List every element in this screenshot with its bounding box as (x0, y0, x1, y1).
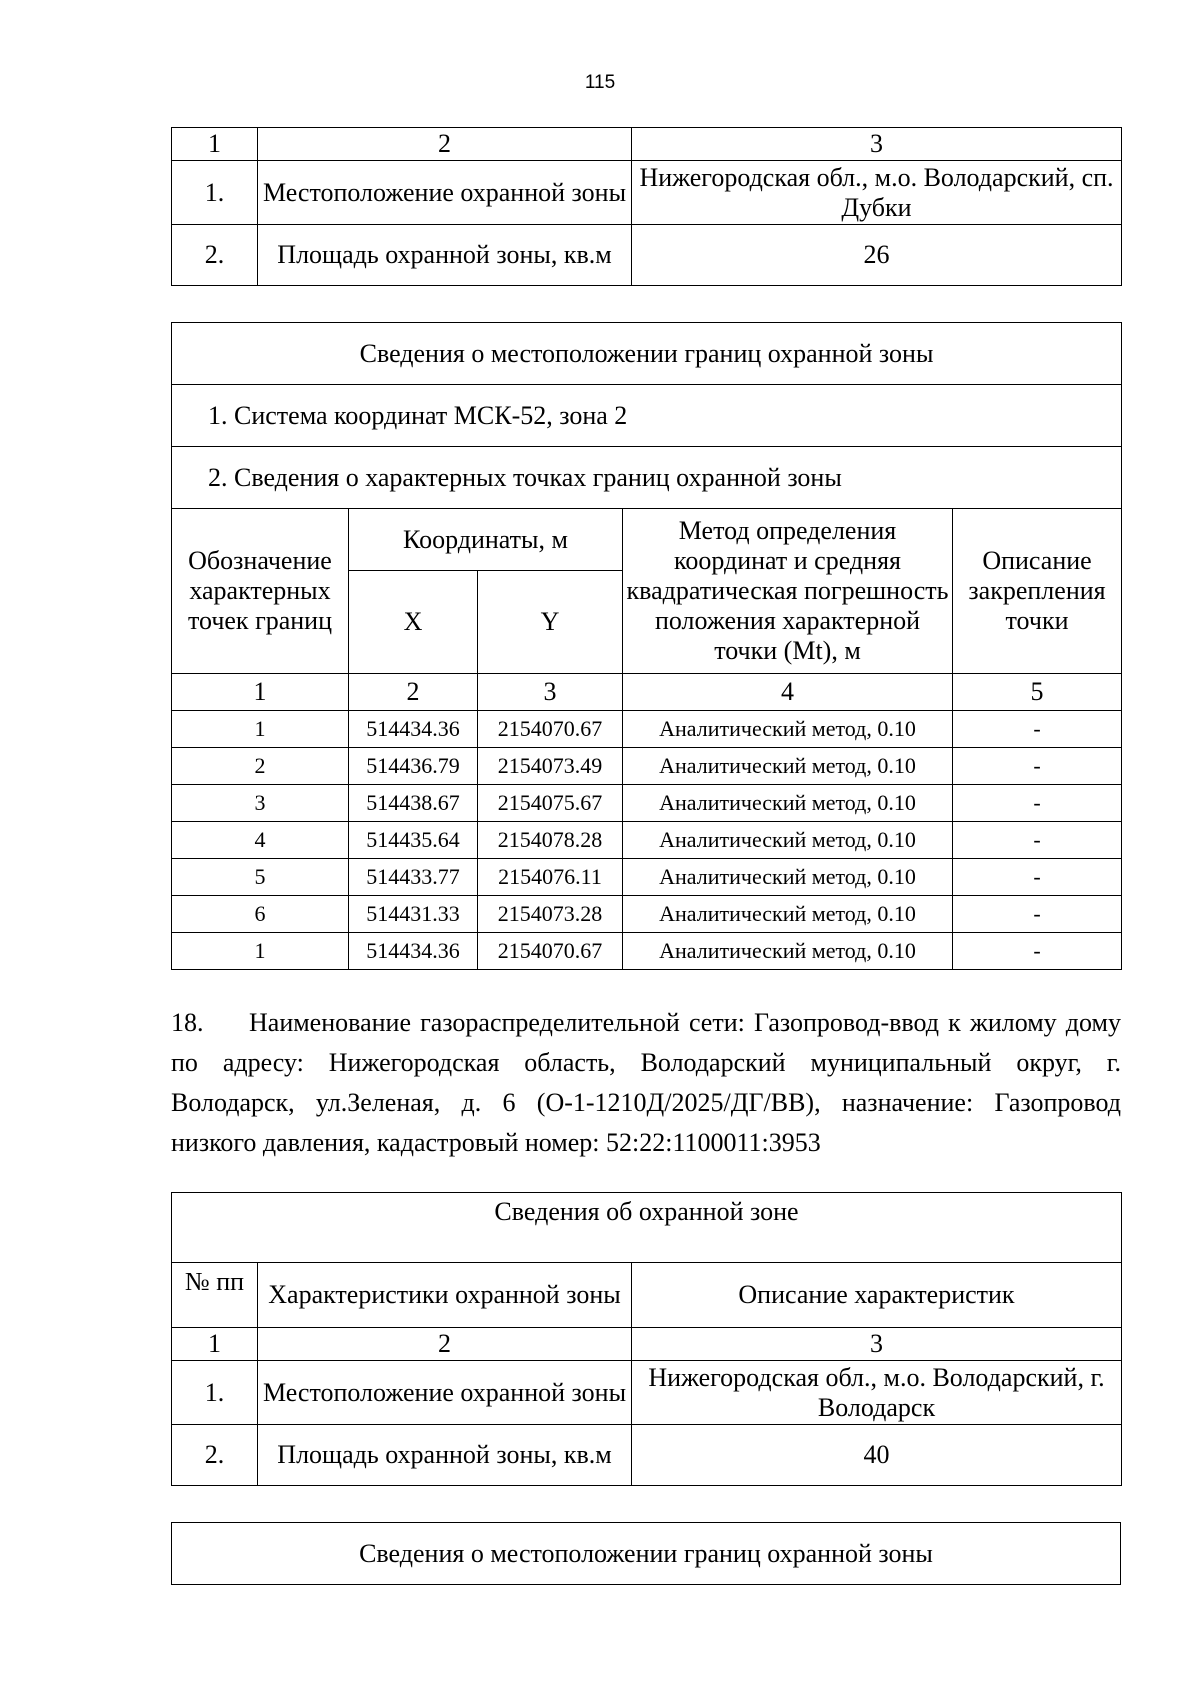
point-id: 4 (172, 822, 349, 859)
characteristic-value: Нижегородская обл., м.о. Володарский, сп. Дубки (632, 161, 1122, 225)
point-description: - (953, 748, 1122, 785)
point-method: Аналитический метод, 0.10 (623, 822, 953, 859)
characteristic-value: 26 (632, 225, 1122, 286)
table-row (172, 748, 1122, 785)
point-y: 2154070.67 (478, 711, 623, 748)
table-row (172, 1425, 1122, 1486)
characteristic-name: Местоположение охранной зоны (258, 161, 632, 225)
column-number: 3 (632, 1328, 1122, 1361)
point-method: Аналитический метод, 0.10 (623, 711, 953, 748)
table-row (172, 711, 1122, 748)
point-id: 1 (172, 933, 349, 970)
paragraph-text: Наименование газораспределительной сети: Газопровод-ввод к жилому дому по адресу: Нижегородская область, Володарский муниципальный округ, г. Володарск, ул.Зеленая, д. 6 (О-1-1210Д/2025/ДГ/ВВ), назначение: Газопровод низкого давления, кадастровый номер: 52:22:1100011:3953 (171, 1008, 1121, 1157)
point-description: - (953, 896, 1122, 933)
column-number: 3 (632, 128, 1122, 161)
point-method: Аналитический метод, 0.10 (623, 748, 953, 785)
point-x: 514431.33 (349, 896, 478, 933)
point-x: 514434.36 (349, 711, 478, 748)
point-method: Аналитический метод, 0.10 (623, 785, 953, 822)
column-number: 5 (953, 674, 1122, 711)
characteristic-name: Площадь охранной зоны, кв.м (258, 225, 632, 286)
row-number: 1. (172, 1361, 258, 1425)
column-number: 2 (258, 1328, 632, 1361)
y-header: Y (478, 571, 623, 674)
boundary-table-title: Сведения о местоположении границ охранной зоны (172, 1523, 1121, 1585)
zone-info-title: Сведения об охранной зоне (172, 1193, 1122, 1263)
x-header: X (349, 571, 478, 674)
column-number-row (172, 1328, 1122, 1361)
coordinates-header: Координаты, м (349, 509, 623, 571)
point-description: - (953, 822, 1122, 859)
table-row (172, 859, 1122, 896)
column-number: 2 (258, 128, 632, 161)
table-row (172, 785, 1122, 822)
point-y: 2154075.67 (478, 785, 623, 822)
boundary-points-table (171, 322, 1122, 970)
point-y: 2154073.49 (478, 748, 623, 785)
point-method: Аналитический метод, 0.10 (623, 859, 953, 896)
column-number: 4 (623, 674, 953, 711)
point-description: - (953, 859, 1122, 896)
table-row (172, 161, 1122, 225)
table-row (172, 1361, 1122, 1425)
column-number: 1 (172, 674, 349, 711)
paragraph-number: 18. (171, 1008, 204, 1037)
table-row (172, 933, 1122, 970)
fixing-description-header: Описание закрепления точки (953, 509, 1122, 674)
point-x: 514436.79 (349, 748, 478, 785)
point-method: Аналитический метод, 0.10 (623, 933, 953, 970)
point-id: 2 (172, 748, 349, 785)
point-x: 514435.64 (349, 822, 478, 859)
point-id: 1 (172, 711, 349, 748)
column-number: 2 (349, 674, 478, 711)
point-method: Аналитический метод, 0.10 (623, 896, 953, 933)
column-number-row (172, 674, 1122, 711)
zone-characteristics-table-1 (171, 127, 1122, 286)
row-number: 2. (172, 1425, 258, 1486)
column-number-row (172, 128, 1122, 161)
column-number: 3 (478, 674, 623, 711)
network-description-paragraph (171, 1003, 1121, 1163)
characteristic-name: Площадь охранной зоны, кв.м (258, 1425, 632, 1486)
point-description: - (953, 711, 1122, 748)
characteristic-value: 40 (632, 1425, 1122, 1486)
points-section-title: 2. Сведения о характерных точках границ охранной зоны (172, 447, 1122, 509)
point-y: 2154078.28 (478, 822, 623, 859)
table-row (172, 225, 1122, 286)
point-y: 2154076.11 (478, 859, 623, 896)
point-y: 2154070.67 (478, 933, 623, 970)
description-header: Описание характеристик (632, 1263, 1122, 1328)
row-number: 1. (172, 161, 258, 225)
table-row (172, 896, 1122, 933)
column-number: 1 (172, 128, 258, 161)
point-x: 514433.77 (349, 859, 478, 896)
column-number: 1 (172, 1328, 258, 1361)
zone-characteristics-table-2 (171, 1192, 1122, 1486)
boundary-table-2 (171, 1522, 1121, 1585)
point-description: - (953, 933, 1122, 970)
point-y: 2154073.28 (478, 896, 623, 933)
table-row (172, 822, 1122, 859)
characteristic-name: Местоположение охранной зоны (258, 1361, 632, 1425)
point-id: 5 (172, 859, 349, 896)
point-id: 6 (172, 896, 349, 933)
number-header: № пп (172, 1263, 258, 1328)
method-header: Метод определения координат и средняя квадратическая погрешность положения характерной точки (Mt), м (623, 509, 953, 674)
boundary-table-title: Сведения о местоположении границ охранной зоны (172, 323, 1122, 385)
point-x: 514434.36 (349, 933, 478, 970)
page-number: 115 (584, 72, 616, 93)
row-number: 2. (172, 225, 258, 286)
characteristics-header: Характеристики охранной зоны (258, 1263, 632, 1328)
point-id: 3 (172, 785, 349, 822)
coordinate-system: 1. Система координат МСК-52, зона 2 (172, 385, 1122, 447)
point-x: 514438.67 (349, 785, 478, 822)
characteristic-value: Нижегородская обл., м.о. Володарский, г. Володарск (632, 1361, 1122, 1425)
point-designation-header: Обозначение характерных точек границ (172, 509, 349, 674)
point-description: - (953, 785, 1122, 822)
